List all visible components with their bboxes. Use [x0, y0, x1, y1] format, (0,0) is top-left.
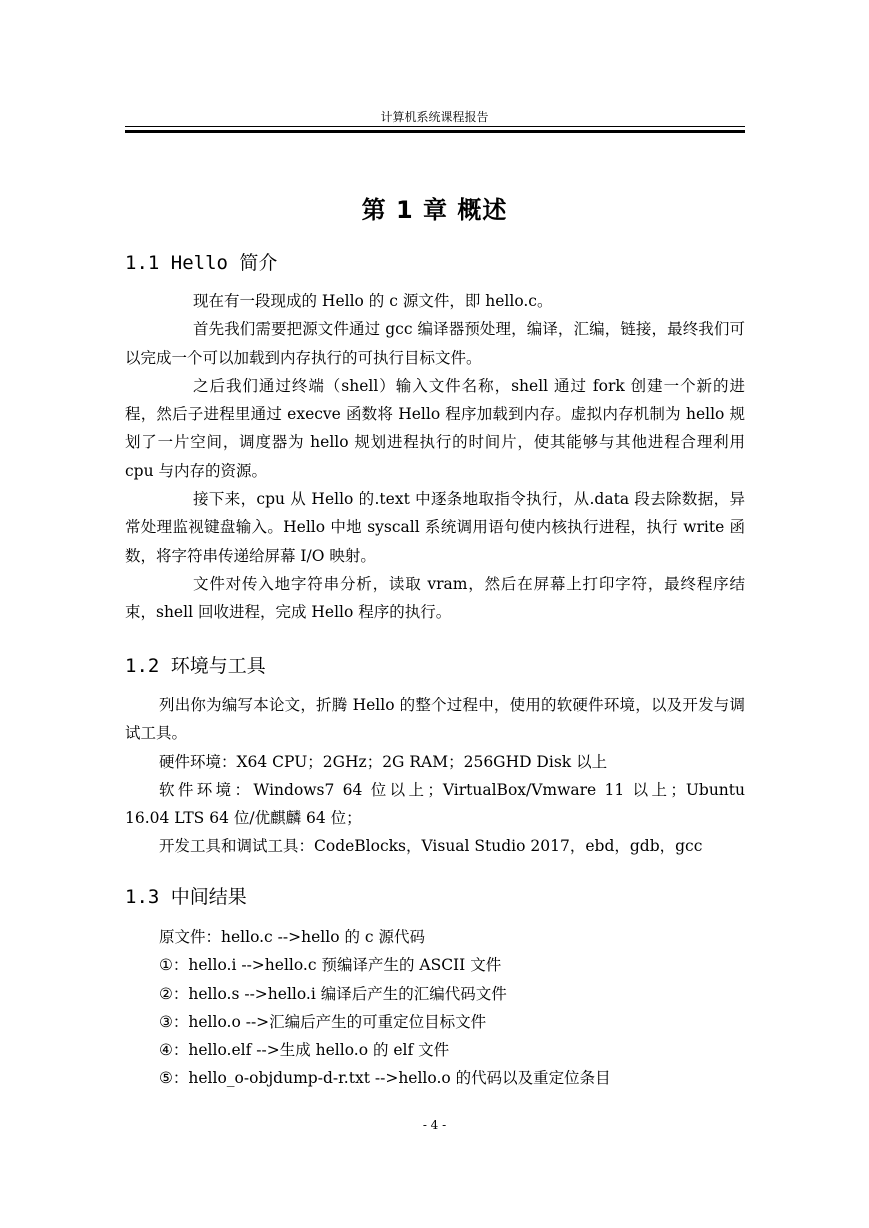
chapter-title: 第 1 章 概述	[361, 196, 508, 224]
list-item: ⑤：hello_o-objdump-d-r.txt -->hello.o 的代码以及重定位条目	[159, 1069, 611, 1088]
paragraph: 开发工具和调试工具：CodeBlocks，Visual Studio 2017，ebd，gdb，gcc	[159, 837, 703, 856]
paragraph: 硬件环境：X64 CPU；2GHz；2G RAM；256GHD Disk 以上	[159, 752, 608, 771]
paragraph: 软件环境：Windows7 64 位以上；VirtualBox/Vmware 11 以上；Ubuntu 16.04 LTS 64 位/优麒麟 64 位；	[125, 780, 745, 828]
page-number: - 4 -	[422, 1118, 447, 1132]
header-rule-thick	[125, 130, 745, 133]
list-item: ①：hello.i -->hello.c 预编译产生的 ASCII 文件	[159, 956, 502, 975]
paragraph: 文件对传入地字符串分析，读取 vram，然后在屏幕上打印字符，最终程序结束，shell 回收进程，完成 Hello 程序的执行。	[125, 574, 745, 622]
section-body-1-3	[125, 923, 745, 1093]
list-item: ④：hello.elf -->生成 hello.o 的 elf 文件	[159, 1041, 450, 1060]
paragraph: 列出你为编写本论文，折腾 Hello 的整个过程中，使用的软硬件环境，以及开发与调试工具。	[125, 696, 745, 743]
section-heading-1-2: 1.2 环境与工具	[125, 655, 266, 677]
section-heading-1-3: 1.3 中间结果	[125, 886, 247, 908]
section-body-1-2	[125, 691, 745, 861]
section-heading-1-1: 1.1 Hello 简介	[125, 252, 278, 274]
paragraph: 之后我们通过终端（shell）输入文件名称，shell 通过 fork 创建一个新的进程，然后子进程里通过 execve 函数将 Hello 程序加载到内存。虚拟内存机制为 hello 规划了一片空间，调度器为 hello 规划进程执行的时间片，使其能够与其他进程合理利用 cpu 与内存的资源。	[125, 376, 745, 480]
header-rule-thin	[125, 126, 745, 127]
section-body-1-1	[125, 287, 745, 627]
paragraph: 现在有一段现成的 Hello 的 c 源文件，即 hello.c。	[193, 292, 553, 310]
list-item: ③：hello.o -->汇编后产生的可重定位目标文件	[159, 1012, 487, 1031]
paragraph: 首先我们需要把源文件通过 gcc 编译器预处理，编译，汇编，链接，最终我们可以完成一个可以加载到内存执行的可执行目标文件。	[125, 320, 745, 367]
list-item: 原文件：hello.c -->hello 的 c 源代码	[159, 928, 425, 946]
running-header: 计算机系统课程报告	[380, 110, 489, 124]
paragraph: 接下来，cpu 从 Hello 的.text 中逐条地取指令执行，从.data 段去除数据，异常处理监视键盘输入。Hello 中地 syscall 系统调用语句使内核执行进程，执行 write 函数，将字符串传递给屏幕 I/O 映射。	[125, 490, 745, 565]
list-item: ②：hello.s -->hello.i 编译后产生的汇编代码文件	[159, 984, 507, 1003]
